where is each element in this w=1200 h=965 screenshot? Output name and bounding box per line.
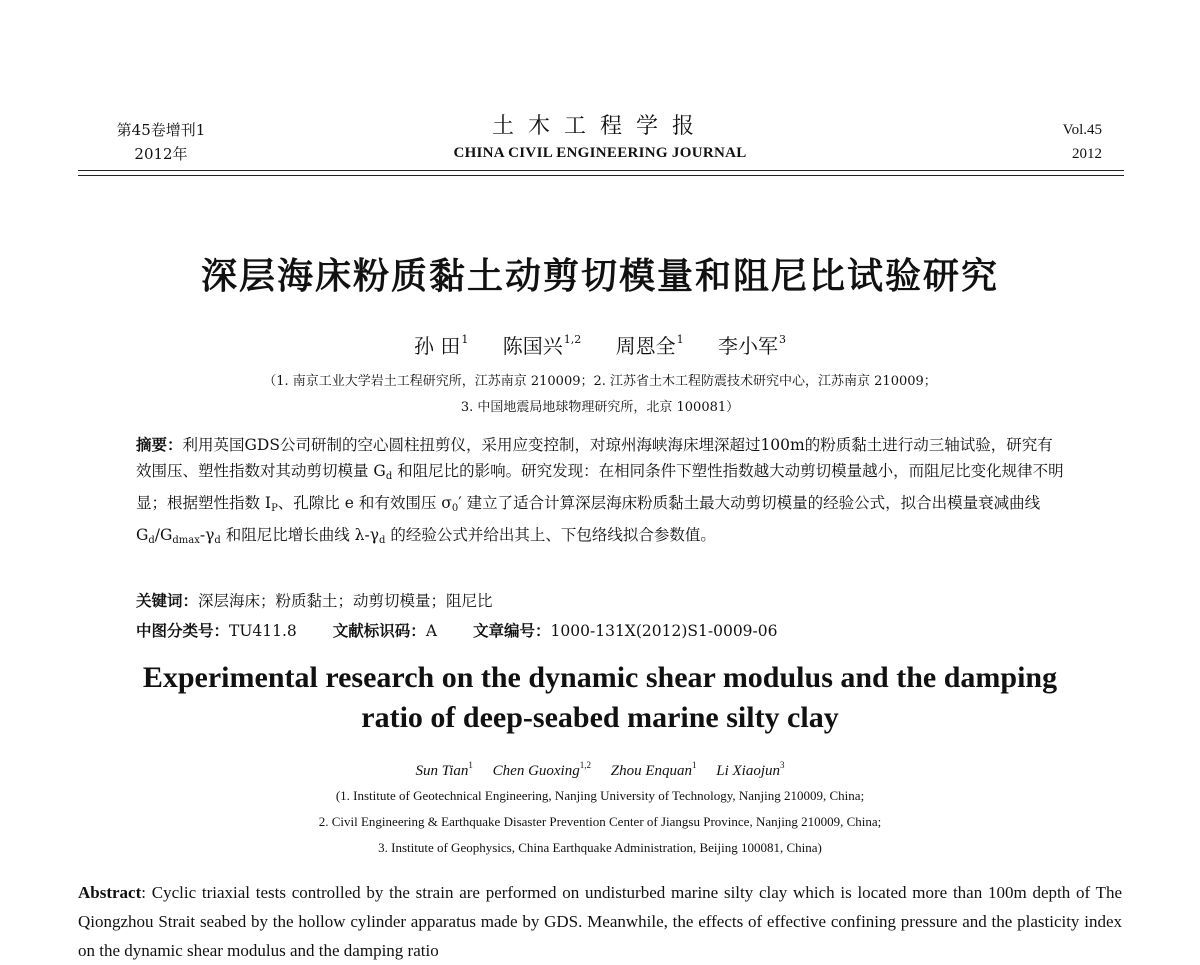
doc-code-value: A bbox=[425, 622, 438, 640]
abstract-en-label: Abstract bbox=[78, 883, 142, 902]
keywords-cn bbox=[136, 588, 1064, 614]
abstract-cn-text: 、孔隙比 e 和有效围压 σ bbox=[277, 494, 452, 512]
author-en bbox=[492, 760, 591, 779]
subscript: 0 bbox=[451, 503, 459, 514]
author-cn bbox=[616, 334, 684, 358]
author-en bbox=[415, 760, 473, 779]
author-cn bbox=[718, 334, 786, 358]
header-vol-line: Vol.45 bbox=[1062, 122, 1102, 138]
author-en-name: Li Xiaojun bbox=[716, 763, 781, 779]
author-cn-name: 孙 田 bbox=[414, 334, 461, 358]
keywords-text: 深层海床；粉质黏土；动剪切模量；阻尼比 bbox=[198, 592, 493, 610]
header-journal-name bbox=[350, 112, 850, 164]
author-en-name: Zhou Enquan bbox=[610, 763, 692, 779]
title-en-line2: ratio of deep-seabed marine silty clay bbox=[361, 701, 839, 734]
author-en-affil: 1 bbox=[468, 760, 473, 770]
affiliation-en-line1: (1. Institute of Geotechnical Engineering, Nanjing University of Technology, Nanjing 210009, China; bbox=[335, 788, 865, 803]
abstract-cn-text: ′ 建立了适合计算深层海床粉质黏土最大动剪切模量的经验公式，拟合出模量衰减曲线 G bbox=[136, 494, 1041, 544]
clc-value: TU411.8 bbox=[229, 622, 297, 640]
author-en-name: Sun Tian bbox=[415, 763, 469, 779]
abstract-en-text: : Cyclic triaxial tests controlled by the strain are performed on undisturbed marine silty clay which is located more than 100m depth of The Qiongzhou Strait seabed by the hollow cylinder apparatus made by GDS. Meanwhile, the effects of effective confining pressure and the plasticity index on the dynamic shear modulus and the damping ratio bbox=[78, 883, 1122, 960]
subscript: d bbox=[148, 535, 155, 546]
abstract-cn-text: /G bbox=[154, 526, 173, 544]
paper-title-cn: 深层海床粉质黏土动剪切模量和阻尼比试验研究 bbox=[200, 256, 999, 297]
author-en-name: Chen Guoxing bbox=[492, 763, 580, 779]
author-cn-name: 陈国兴 bbox=[502, 334, 563, 358]
affiliation-en-line3: 3. Institute of Geophysics, China Earthquake Administration, Beijing 100081, China) bbox=[378, 840, 822, 855]
header-volume-line: 第45卷增刊1 bbox=[116, 121, 206, 139]
author-cn bbox=[503, 334, 582, 358]
header-rule-top bbox=[78, 170, 1124, 171]
header-year-line: 2012年 bbox=[134, 145, 188, 163]
author-cn-affil: 1 bbox=[676, 333, 684, 346]
header-volume-issue bbox=[96, 118, 226, 166]
affiliation-en-line2: 2. Civil Engineering & Earthquake Disaster Prevention Center of Jiangsu Province, Nanjing 210009, China; bbox=[318, 814, 882, 829]
subscript: d bbox=[379, 535, 386, 546]
author-cn-name: 周恩全 bbox=[615, 334, 676, 358]
abstract-cn bbox=[136, 432, 1064, 554]
doc-code-label: 文献标识码： bbox=[332, 622, 426, 640]
subscript: d bbox=[385, 471, 393, 482]
abstract-cn-text: 的经验公式并给出其上、下包络线拟合参数值。 bbox=[385, 526, 716, 544]
subscript: dmax bbox=[172, 535, 200, 546]
abstract-cn-text: 和阻尼比的影响。研究发现：在相同条件下塑性指数越大动剪切模量越小，而阻尼比变化规律不明显；根据塑性指数 I bbox=[136, 462, 1064, 512]
article-no-value: 1000-131X(2012)S1-0009-06 bbox=[550, 622, 778, 640]
title-en-line1: Experimental research on the dynamic shear modulus and the damping bbox=[142, 661, 1058, 694]
author-en bbox=[716, 760, 785, 779]
author-en-affil: 1,2 bbox=[579, 760, 591, 770]
abstract-cn-text: 利用英国GDS公司研制的空心圆柱扭剪仪，采用应变控制，对琼州海峡海床埋深超过100m的粉质黏土进行动三轴试验，研究有效围压、塑性指数对其动剪切模量 G bbox=[136, 436, 1053, 480]
author-en-affil: 1 bbox=[692, 760, 697, 770]
affiliation-cn-line2: 3. 中国地震局地球物理研究所，北京 100081） bbox=[460, 400, 740, 415]
affiliation-cn-line1: （1. 南京工业大学岩土工程研究所，江苏南京 210009；2. 江苏省土木工程防震技术研究中心，江苏南京 210009； bbox=[263, 374, 937, 389]
abstract-cn-label: 摘要： bbox=[136, 436, 183, 454]
author-en bbox=[610, 760, 697, 779]
author-cn-affil: 1,2 bbox=[563, 333, 582, 346]
authors-cn bbox=[0, 330, 1200, 359]
header-year-right-line: 2012 bbox=[1072, 146, 1102, 162]
author-cn-name: 李小军 bbox=[717, 334, 778, 358]
article-no-label: 文章编号： bbox=[473, 622, 551, 640]
author-cn bbox=[414, 334, 468, 358]
abstract-cn-text: 和阻尼比增长曲线 λ-γ bbox=[220, 526, 380, 544]
subscript: P bbox=[271, 503, 278, 514]
clc-label: 中图分类号： bbox=[136, 622, 230, 640]
authors-en bbox=[0, 760, 1200, 780]
abstract-cn-text: -γ bbox=[199, 526, 215, 544]
paper-title-en bbox=[0, 658, 1200, 738]
journal-name-en: CHINA CIVIL ENGINEERING JOURNAL bbox=[453, 145, 747, 161]
classification-line bbox=[136, 618, 1064, 644]
header-rule-bottom bbox=[78, 175, 1124, 176]
author-cn-affil: 3 bbox=[778, 333, 786, 346]
header-vol-year bbox=[1063, 118, 1102, 166]
keywords-label: 关键词： bbox=[136, 592, 199, 610]
author-cn-affil: 1 bbox=[461, 333, 469, 346]
journal-name-cn: 土木工程学报 bbox=[491, 114, 708, 139]
subscript: d bbox=[214, 535, 221, 546]
author-en-affil: 3 bbox=[780, 760, 785, 770]
